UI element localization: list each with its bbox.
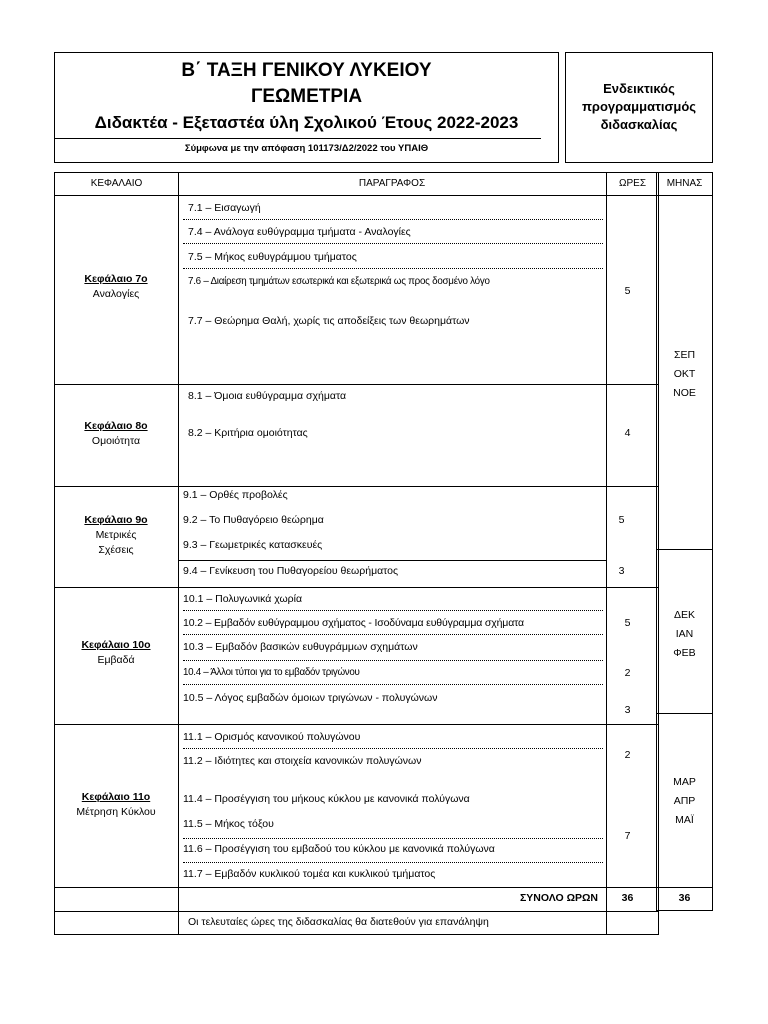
- chapter-8-subtitle: Ομοιότητα: [91, 435, 141, 447]
- months-group-1: [656, 346, 713, 403]
- hours-chapter-11-b: 7: [624, 830, 631, 842]
- chapter-9-subtitle: Μετρικές: [95, 529, 137, 541]
- month-feb: ΦΕΒ: [673, 647, 696, 659]
- paragraph-11-6: 11.6 – Προσέγγιση του εμβαδού του κύκλου με κανονικά πολύγωνα: [183, 843, 495, 855]
- paragraph-8-1: 8.1 – Όμοια ευθύγραμμα σχήματα: [188, 390, 347, 402]
- paragraph-11-1: 11.1 – Ορισμός κανονικού πολυγώνου: [183, 731, 361, 743]
- months-group-2: [656, 606, 713, 663]
- chapter-11-subtitle: Μέτρηση Κύκλου: [76, 806, 156, 818]
- footer-note: Οι τελευταίες ώρες της διδασκαλίας θα διατεθούν για επανάληψη: [188, 916, 489, 928]
- chapter-10-label: [54, 638, 178, 668]
- total-label: ΣΥΝΟΛΟ ΩΡΩΝ: [519, 892, 598, 904]
- paragraph-9-1: 9.1 – Ορθές προβολές: [183, 489, 288, 501]
- chapter-line-10: [54, 587, 659, 588]
- chapter-11-title: Κεφάλαιο 11ο: [81, 791, 151, 803]
- row-divider: [183, 219, 603, 220]
- row-divider: [183, 634, 603, 635]
- month-line-2: [656, 713, 713, 714]
- hours-chapter-9: 5: [618, 514, 625, 526]
- month-dec: ΔΕΚ: [673, 609, 696, 621]
- chapter-9-subtitle2: Σχέσεις: [98, 544, 134, 556]
- row-divider: [183, 684, 603, 685]
- row-divider: [183, 660, 603, 661]
- total-line: [54, 887, 713, 888]
- title-divider: [54, 138, 541, 139]
- paragraph-10-2: 10.2 – Εμβαδόν ευθύγραμμου σχήματος - Ισοδύναμα ευθύγραμμα σχήματα: [183, 617, 524, 629]
- hours-paragraph-10-4: 2: [624, 667, 631, 679]
- decision-text: Σύμφωνα με την απόφαση 101173/Δ2/2022 του ΥΠΑΙΘ: [184, 143, 429, 154]
- month-jan: ΙΑΝ: [675, 628, 694, 640]
- title-grade: Β΄ ΤΑΞΗ ΓΕΝΙΚΟΥ ΛΥΚΕΙΟΥ: [181, 60, 432, 81]
- chapter-8-label: [54, 419, 178, 449]
- chapter-line-11: [54, 724, 659, 725]
- paragraph-7-5: 7.5 – Μήκος ευθυγράμμου τμήματος: [188, 251, 357, 263]
- chapter-9-title: Κεφάλαιο 9ο: [84, 514, 148, 526]
- month-may: ΜΑΪ: [675, 814, 694, 826]
- hours-paragraph-10-5: 3: [624, 704, 631, 716]
- paragraph-11-5: 11.5 – Μήκος τόξου: [183, 818, 274, 830]
- hours-chapter-11-a: 2: [624, 749, 631, 761]
- row-divider: [183, 268, 603, 269]
- row-divider: [183, 838, 603, 839]
- chapter-8-title: Κεφάλαιο 8ο: [84, 420, 148, 432]
- month-nov: ΝΟΕ: [673, 387, 696, 399]
- hours-chapter-7: 5: [624, 285, 631, 297]
- paragraph-10-4: 10.4 – Άλλοι τύποι για το εμβαδόν τριγώνου: [183, 667, 360, 678]
- row-divider: [183, 748, 603, 749]
- chapter-7-title: Κεφάλαιο 7ο: [84, 273, 148, 285]
- chapter-line-8: [54, 384, 659, 385]
- chapter-10-title: Κεφάλαιο 10ο: [81, 639, 151, 651]
- paragraph-10-3: 10.3 – Εμβαδόν βασικών ευθυγράμμων σχημάτων: [183, 641, 418, 653]
- hours-chapter-8: 4: [624, 427, 631, 439]
- month-sep: ΣΕΠ: [673, 349, 696, 361]
- paragraph-8-2: 8.2 – Κριτήρια ομοιότητας: [188, 427, 308, 439]
- paragraph-10-1: 10.1 – Πολυγωνικά χωρία: [183, 593, 303, 605]
- planning-line1: Ενδεικτικός: [603, 81, 675, 96]
- header-paragraph: ΠΑΡΑΓΡΑΦΟΣ: [358, 178, 426, 189]
- title-subject: ΓΕΩΜΕΤΡΙΑ: [250, 86, 363, 107]
- paragraph-9-2: 9.2 – Το Πυθαγόρειο θεώρημα: [183, 514, 324, 526]
- total-hours: 36: [621, 892, 634, 904]
- row-divider: [183, 610, 603, 611]
- month-line-1: [656, 549, 713, 550]
- row-divider: [183, 862, 603, 863]
- chapter-7-label: [54, 272, 178, 302]
- paragraph-7-6: 7.6 – Διαίρεση τμημάτων εσωτερικά και εξωτερικά ως προς δοσμένο λόγο: [188, 276, 490, 287]
- planning-line2: προγραμματισμός: [581, 99, 697, 114]
- chapter-9-label: [54, 513, 178, 558]
- chapter-11-label: [54, 790, 178, 820]
- hours-chapter-10: 5: [624, 617, 631, 629]
- paragraph-7-1: 7.1 – Εισαγωγή: [188, 202, 261, 214]
- total-months: 36: [678, 892, 691, 904]
- month-oct: ΟΚΤ: [673, 368, 696, 380]
- header-chapter: ΚΕΦΑΛΑΙΟ: [90, 178, 143, 189]
- row-divider: [183, 243, 603, 244]
- paragraph-10-5: 10.5 – Λόγος εμβαδών όμοιων τριγώνων - πολυγώνων: [183, 692, 438, 704]
- title-syllabus: Διδακτέα - Εξεταστέα ύλη Σχολικού Έτους 2022-2023: [94, 113, 519, 132]
- chapter-7-subtitle: Αναλογίες: [92, 288, 140, 300]
- header-hours: ΩΡΕΣ: [619, 178, 646, 189]
- row-divider: [178, 560, 606, 561]
- paragraph-9-3: 9.3 – Γεωμετρικές κατασκευές: [183, 539, 323, 551]
- paragraph-11-7: 11.7 – Εμβαδόν κυκλικού τομέα και κυκλικού τμήματος: [183, 868, 436, 880]
- col-line-1: [178, 172, 179, 935]
- header-month: ΜΗΝΑΣ: [666, 178, 703, 189]
- month-mar: ΜΑΡ: [673, 776, 696, 788]
- paragraph-11-2: 11.2 – Ιδιότητες και στοιχεία κανονικών πολυγώνων: [183, 755, 422, 767]
- chapter-10-subtitle: Εμβαδά: [97, 654, 135, 666]
- paragraph-9-4: 9.4 – Γενίκευση του Πυθαγορείου θεωρήματος: [183, 565, 399, 577]
- chapter-line-9: [54, 486, 659, 487]
- paragraph-7-4: 7.4 – Ανάλογα ευθύγραμμα τμήματα - Αναλογίες: [188, 226, 411, 238]
- paragraph-7-7: 7.7 – Θεώρημα Θαλή, χωρίς τις αποδείξεις των θεωρημάτων: [188, 315, 470, 327]
- footer-line: [54, 911, 659, 912]
- planning-line3: διδασκαλίας: [600, 117, 678, 132]
- paragraph-11-4: 11.4 – Προσέγγιση του μήκους κύκλου με κανονικά πολύγωνα: [183, 793, 470, 805]
- hours-paragraph-9-4: 3: [618, 565, 625, 577]
- months-group-3: [656, 773, 713, 830]
- month-apr: ΑΠΡ: [673, 795, 696, 807]
- header-row-line: [54, 195, 713, 196]
